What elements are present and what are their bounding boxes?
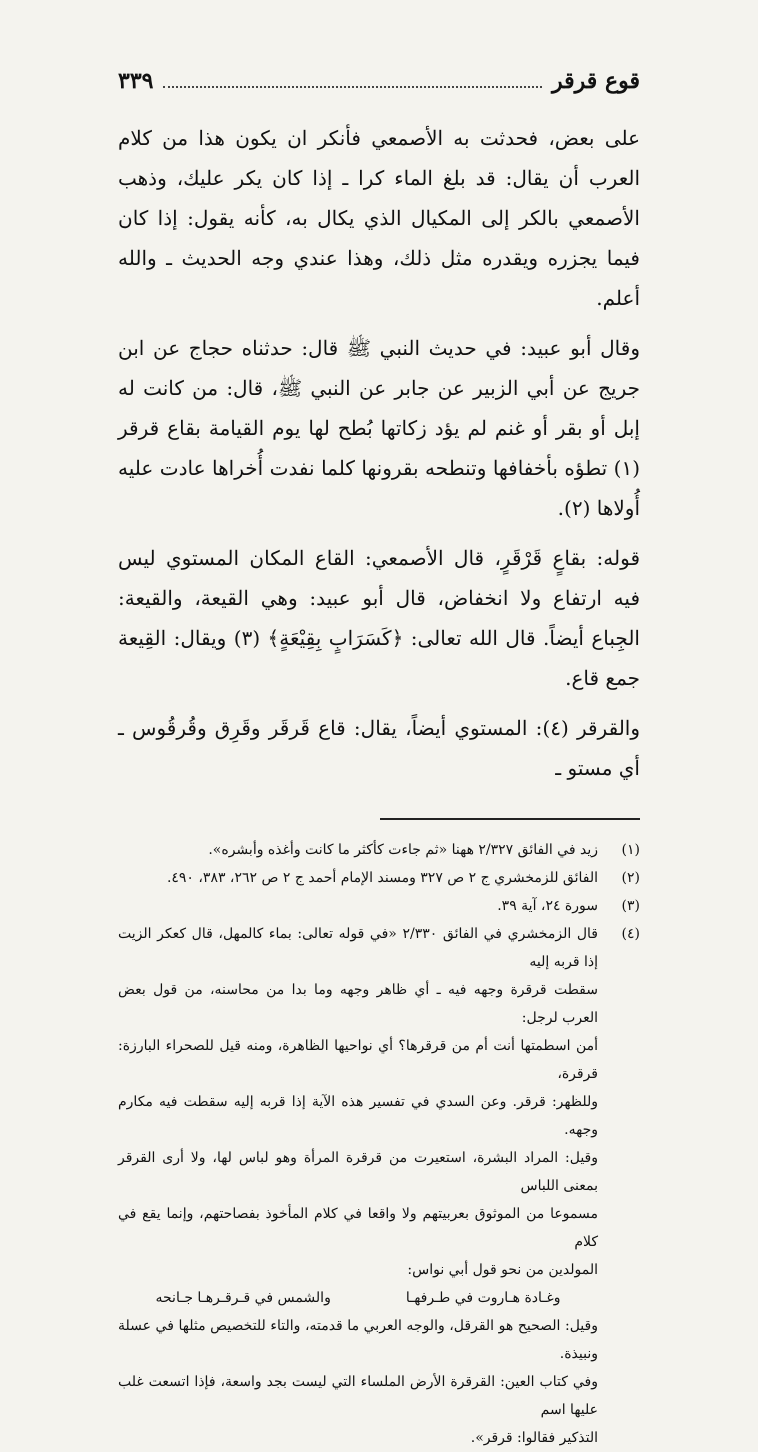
main-text	[118, 118, 640, 788]
footnote-4	[118, 920, 640, 976]
poem-hemistich-2: والشمس في قـرقـرهـا جـانحه	[155, 1290, 331, 1306]
footnotes	[118, 836, 640, 1452]
footnote-number: (٤)	[621, 926, 640, 942]
footnote-text: زيد في الفائق ٢/٣٢٧ ههنا «ثم جاءت كأكثر ما كانت وأغذه وأبشره».	[208, 842, 598, 858]
footnote-number: (١)	[621, 842, 640, 858]
footnote-4-line: وقيل: الصحيح هو القرقل، والوجه العربي ما قدمته، والتاء للتخصيص مثلها في عسلة ونبيذة.	[118, 1318, 598, 1362]
footnote-4-line: وقيل: المراد البشرة، استعيرت من قرقرة المرأة وهو لباس لها، ولا أرى القرقر بمعنى اللباس	[118, 1150, 598, 1194]
footnote-number: (٢)	[621, 870, 640, 886]
footnote-4-line: وفي كتاب العين: القرقرة الأرض الملساء التي ليست بجد واسعة، فإذا اتسعت غلب عليها اسم	[118, 1374, 598, 1418]
footnote-4-line: أمن اسطمتها أنت أم من قرقرها؟ أي نواحيها الظاهرة، ومنه قيل للصحراء البارزة: قرقرة،	[118, 1038, 598, 1082]
footnote-4-line: وللظهر: قرقر. وعن السدي في تفسير هذه الآية إذا قربه إليه سقطت فيه مكارم وجهه.	[118, 1094, 598, 1138]
footnote-text: سورة ٢٤، آية ٣٩.	[497, 898, 598, 914]
paragraph-4: والقرقر (٤): المستوي أيضاً، يقال: قاع قَرقَر وقَرِق وقُرقُوس ـ أي مستو ـ	[118, 716, 641, 780]
paragraph-1: على بعض، فحدثت به الأصمعي فأنكر ان يكون هذا من كلام العرب أن يقال: قد بلغ الماء كرا ـ إذا كان يكر عليك، وذهب الأصمعي بالكر إلى المكيال الذي يكال به، كأنه يقول: إذا كان فيما يجزره ويقدره مثل ذلك، وهذا عندي وجه الحديث ـ والله أعلم.	[118, 126, 640, 310]
page-number: ٣٣٩	[118, 68, 154, 94]
footnote-4-line: المولدين من نحو قول أبي نواس:	[407, 1262, 598, 1278]
footnote-3	[118, 892, 640, 920]
footnote-text: قال الزمخشري في الفائق ٢/٣٣٠ «في قوله تعالى: بماء كالمهل، قال كعكر الزيت إذا قربه إليه	[118, 926, 598, 970]
footnote-1	[118, 836, 640, 864]
paragraph-2: وقال أبو عبيد: في حديث النبي ﷺ قال: حدثناه حجاج عن ابن جريج عن أبي الزبير عن جابر عن النبي ﷺ، قال: من كانت له إبل أو بقر أو غنم لم يؤد زكاتها بُطح لها يوم القيامة بقاع قرقر (١) تطؤه بأخفافها وتنطحه بقرونها كلما نفدت أُخراها عادت عليه أُولاها (٢).	[118, 336, 640, 520]
footnote-4-line: التذكير فقالوا: قرقر».	[470, 1430, 598, 1446]
header-title: قوع قرقر	[552, 68, 640, 94]
footnote-2	[118, 864, 640, 892]
poem-hemistich-1: وغـادة هـاروت في طـرفهـا	[405, 1290, 561, 1306]
paragraph-3: قوله: بقاعٍ قَرْقَرٍ، قال الأصمعي: القاع المكان المستوي ليس فيه ارتفاع ولا انخفاض، قال أبو عبيد: وهي القيعة، والقيعة: الجِباع أيضاً. قال الله تعالى: ﴿كَسَرَابٍ بِقِيْعَةٍ﴾ (٣) ويقال: القِيعة جمع قاع.	[118, 546, 640, 690]
running-header	[118, 66, 640, 96]
footnote-4-line: سقطت قرقرة وجهه فيه ـ أي ظاهر وجهه وما بدا من محاسنه، من قول بعض العرب لرجل:	[118, 982, 598, 1026]
poem-verse	[118, 1284, 640, 1312]
header-dotted-leader	[163, 74, 542, 88]
footnote-number: (٣)	[621, 898, 640, 914]
footnote-4-line: مسموعا من الموثوق بعربيتهم ولا واقعا في كلام المأخوذ بفصاحتهم، وإنما يقع في كلام	[118, 1206, 598, 1250]
footnote-separator	[380, 818, 640, 820]
footnote-text: الفائق للزمخشري ج ٢ ص ٣٢٧ ومسند الإمام أحمد ج ٢ ص ٢٦٢، ٣٨٣، ٤٩٠.	[166, 870, 598, 886]
